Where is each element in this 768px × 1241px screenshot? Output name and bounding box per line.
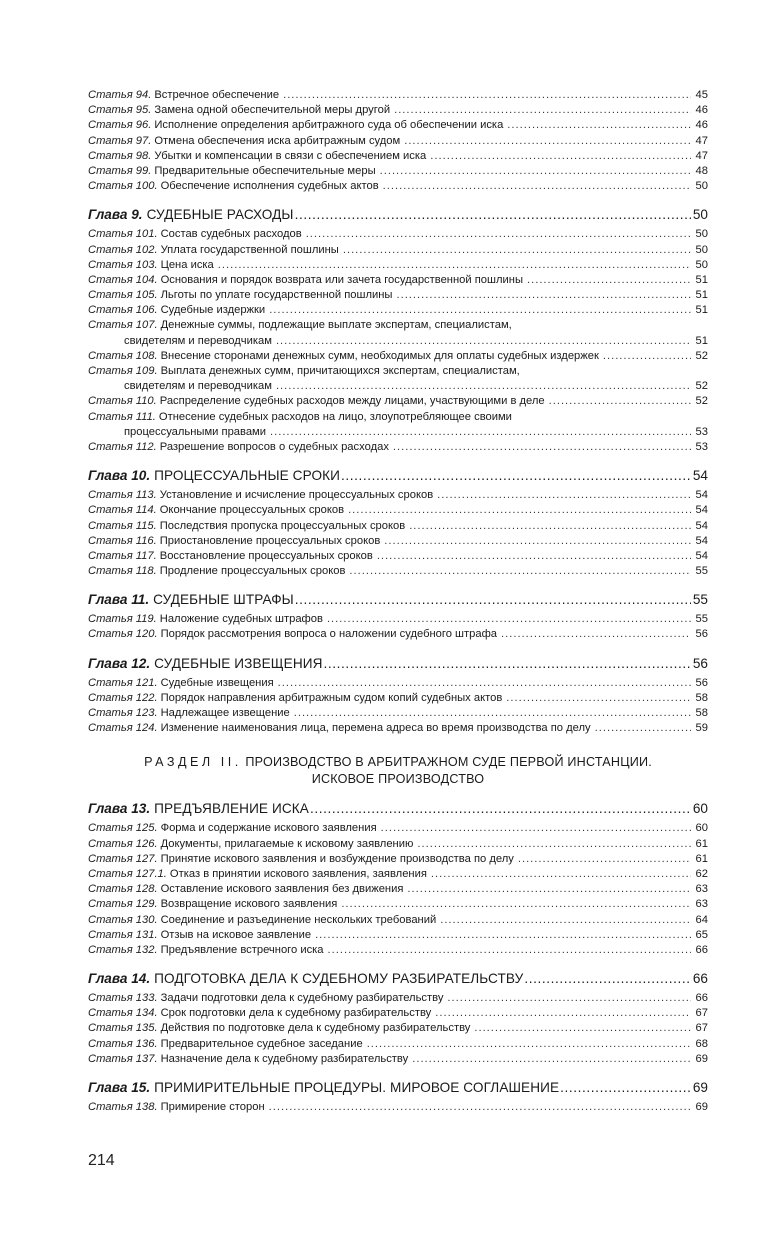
toc-article[interactable] bbox=[88, 534, 708, 549]
article-page-number: 56 bbox=[695, 628, 708, 641]
article-label: Статья 138. bbox=[88, 1101, 158, 1113]
article-page-number: 54 bbox=[695, 489, 708, 502]
article-page-number: 68 bbox=[695, 1037, 708, 1050]
page-number: 214 bbox=[88, 1152, 115, 1169]
article-label: Статья 124. bbox=[88, 722, 158, 735]
chapter-label: Глава 11. bbox=[88, 592, 150, 608]
toc-article[interactable] bbox=[88, 349, 708, 364]
article-page-number: 53 bbox=[695, 425, 708, 438]
article-title: Разрешение вопросов о судебных расходах bbox=[159, 440, 389, 453]
toc-article[interactable] bbox=[88, 364, 708, 394]
article-title: Примирение сторон bbox=[160, 1101, 265, 1113]
dot-leader bbox=[310, 800, 691, 818]
toc-article[interactable] bbox=[88, 88, 708, 103]
article-title: Предварительные обеспечительные меры bbox=[154, 164, 376, 177]
dot-leader bbox=[396, 288, 691, 303]
toc-chapter[interactable] bbox=[88, 467, 708, 485]
article-page-number: 63 bbox=[695, 883, 708, 896]
article-title: Выплата денежных сумм, причитающихся экспертам, специалистам, bbox=[160, 365, 520, 377]
toc-article[interactable] bbox=[88, 897, 708, 912]
article-first-line bbox=[88, 318, 708, 333]
article-title: Установление и исчисление процессуальных сроков bbox=[159, 489, 434, 502]
article-page-number: 65 bbox=[695, 928, 708, 941]
dot-leader bbox=[367, 1037, 691, 1052]
dot-leader bbox=[270, 425, 691, 440]
article-title: Порядок направления арбитражным судом копий судебных актов bbox=[160, 691, 503, 704]
article-page-number: 64 bbox=[695, 913, 708, 926]
toc-article[interactable] bbox=[88, 676, 708, 691]
dot-leader bbox=[348, 503, 691, 518]
article-label: Статья 103. bbox=[88, 258, 158, 271]
dot-leader bbox=[437, 488, 691, 503]
article-page-number: 66 bbox=[695, 943, 708, 956]
toc-article[interactable] bbox=[88, 721, 708, 736]
dot-leader bbox=[501, 627, 691, 642]
article-page-number: 52 bbox=[695, 395, 708, 408]
article-page-number: 54 bbox=[695, 519, 708, 532]
article-continuation-line bbox=[88, 425, 708, 440]
toc-article[interactable] bbox=[88, 273, 708, 288]
article-title: Судебные издержки bbox=[160, 304, 266, 317]
article-page-number: 55 bbox=[695, 565, 708, 578]
toc-article[interactable] bbox=[88, 821, 708, 836]
article-page-number: 50 bbox=[695, 243, 708, 256]
article-page-number: 54 bbox=[695, 504, 708, 517]
dot-leader bbox=[412, 1052, 691, 1067]
toc-article[interactable] bbox=[88, 928, 708, 943]
chapter-title: ПРИМИРИТЕЛЬНЫЕ ПРОЦЕДУРЫ. МИРОВОЕ СОГЛАШЕНИЕ bbox=[154, 1080, 560, 1095]
dot-leader bbox=[294, 706, 691, 721]
toc-article[interactable] bbox=[88, 149, 708, 164]
article-page-number: 69 bbox=[695, 1101, 708, 1113]
dot-leader bbox=[506, 691, 691, 706]
article-label: Статья 132. bbox=[88, 943, 158, 956]
article-title-continuation: свидетелям и переводчикам bbox=[124, 380, 272, 393]
chapter-label: Глава 12. bbox=[88, 655, 151, 671]
dot-leader bbox=[431, 867, 691, 882]
article-label: Статья 97. bbox=[88, 134, 152, 147]
dot-leader bbox=[380, 164, 691, 179]
article-page-number: 62 bbox=[695, 867, 708, 880]
article-title: Принятие искового заявления и возбуждение производства по делу bbox=[160, 852, 514, 865]
dot-leader bbox=[276, 334, 691, 349]
dot-leader bbox=[430, 149, 691, 164]
article-title: Обеспечение исполнения судебных актов bbox=[160, 180, 379, 193]
toc-article[interactable] bbox=[88, 943, 708, 958]
dot-leader bbox=[327, 612, 691, 627]
article-title-continuation: свидетелям и переводчикам bbox=[124, 334, 272, 347]
dot-leader bbox=[276, 379, 691, 394]
article-title: Окончание процессуальных сроков bbox=[159, 504, 345, 517]
dot-leader bbox=[283, 88, 691, 103]
article-page-number: 51 bbox=[695, 304, 708, 317]
article-page-number: 67 bbox=[695, 1007, 708, 1020]
article-page-number: 48 bbox=[695, 164, 708, 177]
article-label: Статья 110. bbox=[88, 395, 157, 408]
article-title: Распределение судебных расходов между лицами, участвующими в деле bbox=[159, 395, 545, 408]
chapter-label: Глава 13. bbox=[88, 801, 151, 817]
toc-article[interactable] bbox=[88, 134, 708, 149]
dot-leader bbox=[440, 913, 691, 928]
dot-leader bbox=[218, 258, 691, 273]
dot-leader bbox=[560, 1079, 691, 1097]
article-label: Статья 102. bbox=[88, 243, 158, 256]
article-label: Статья 116. bbox=[88, 534, 157, 547]
article-label: Статья 118. bbox=[88, 565, 157, 578]
article-label: Статья 96. bbox=[88, 119, 152, 132]
article-title: Приостановление процессуальных сроков bbox=[159, 534, 381, 547]
toc-chapter[interactable] bbox=[88, 800, 708, 818]
article-page-number: 46 bbox=[695, 104, 708, 117]
chapter-label: Глава 9. bbox=[88, 207, 143, 223]
dot-leader bbox=[474, 1021, 691, 1036]
article-page-number: 63 bbox=[695, 898, 708, 911]
chapter-page-number: 50 bbox=[692, 207, 708, 223]
toc-article[interactable] bbox=[88, 164, 708, 179]
article-title: Изменение наименования лица, перемена адреса во время производства по делу bbox=[160, 722, 591, 735]
dot-leader bbox=[435, 1006, 691, 1021]
article-title: Денежные суммы, подлежащие выплате экспертам, специалистам, bbox=[160, 319, 512, 332]
dot-leader bbox=[409, 519, 691, 534]
toc-article[interactable] bbox=[88, 103, 708, 118]
article-label: Статья 108. bbox=[88, 349, 158, 362]
article-first-line bbox=[88, 410, 708, 425]
article-title: Встречное обеспечение bbox=[154, 89, 280, 101]
article-label: Статья 130. bbox=[88, 913, 158, 926]
dot-leader bbox=[324, 655, 691, 673]
article-title: Действия по подготовке дела к судебному разбирательству bbox=[160, 1022, 471, 1035]
article-label: Статья 107. bbox=[88, 319, 158, 332]
toc-article[interactable] bbox=[88, 867, 708, 882]
dot-leader bbox=[269, 1100, 691, 1115]
article-label: Статья 101. bbox=[88, 228, 158, 241]
chapter-label: Глава 10. bbox=[88, 468, 151, 484]
article-page-number: 47 bbox=[695, 149, 708, 162]
article-page-number: 61 bbox=[695, 837, 708, 850]
article-label: Статья 95. bbox=[88, 104, 152, 117]
article-page-number: 58 bbox=[695, 691, 708, 704]
article-page-number: 51 bbox=[695, 334, 708, 347]
article-label: Статья 125. bbox=[88, 822, 158, 835]
dot-leader bbox=[527, 273, 691, 288]
toc-article[interactable] bbox=[88, 564, 708, 579]
article-label: Статья 127.1. bbox=[88, 867, 167, 880]
article-title: Состав судебных расходов bbox=[160, 228, 302, 241]
dot-leader bbox=[407, 882, 691, 897]
article-title: Отмена обеспечения иска арбитражным судом bbox=[154, 134, 401, 147]
article-title: Льготы по уплате государственной пошлины bbox=[160, 289, 393, 302]
article-label: Статья 99. bbox=[88, 164, 152, 177]
article-title: Продление процессуальных сроков bbox=[159, 565, 346, 578]
dot-leader bbox=[394, 103, 691, 118]
article-label: Статья 134. bbox=[88, 1007, 158, 1020]
toc-article[interactable] bbox=[88, 288, 708, 303]
article-label: Статья 128. bbox=[88, 883, 158, 896]
dot-leader bbox=[447, 991, 691, 1006]
article-title: Судебные извещения bbox=[160, 676, 274, 689]
article-continuation-line bbox=[88, 379, 708, 394]
section-heading bbox=[88, 754, 708, 788]
dot-leader bbox=[549, 394, 691, 409]
article-page-number: 60 bbox=[695, 822, 708, 835]
article-title: Документы, прилагаемые к исковому заявлению bbox=[160, 837, 414, 850]
article-page-number: 51 bbox=[695, 289, 708, 302]
article-label: Статья 119. bbox=[88, 613, 157, 626]
chapter-title: ПРОЦЕССУАЛЬНЫЕ СРОКИ bbox=[154, 468, 341, 484]
chapter-title: СУДЕБНЫЕ ШТРАФЫ bbox=[153, 592, 294, 608]
article-label: Статья 104. bbox=[88, 273, 158, 286]
chapter-title: СУДЕБНЫЕ РАСХОДЫ bbox=[146, 207, 294, 223]
toc-article[interactable] bbox=[88, 1037, 708, 1052]
toc-chapter[interactable] bbox=[88, 970, 708, 988]
dot-leader bbox=[295, 591, 691, 609]
toc-article[interactable] bbox=[88, 1021, 708, 1036]
toc-article[interactable] bbox=[88, 394, 708, 409]
article-label: Статья 135. bbox=[88, 1022, 158, 1035]
article-label: Статья 113. bbox=[88, 489, 157, 502]
article-title: Оставление искового заявления без движения bbox=[160, 883, 404, 896]
dot-leader bbox=[507, 118, 691, 133]
dot-leader bbox=[384, 534, 691, 549]
article-continuation-line bbox=[88, 334, 708, 349]
toc-article[interactable] bbox=[88, 1052, 708, 1067]
toc-article[interactable] bbox=[88, 243, 708, 258]
toc-article[interactable] bbox=[88, 837, 708, 852]
dot-leader bbox=[278, 676, 691, 691]
article-title: Основания и порядок возврата или зачета государственной пошлины bbox=[160, 273, 523, 286]
article-page-number: 55 bbox=[695, 613, 708, 626]
article-label: Статья 112. bbox=[88, 440, 157, 453]
toc-chapter[interactable] bbox=[88, 206, 708, 224]
article-title: Срок подготовки дела к судебному разбирательству bbox=[160, 1007, 432, 1020]
article-label: Статья 94. bbox=[88, 89, 152, 101]
article-page-number: 50 bbox=[695, 228, 708, 241]
chapter-page-number: 60 bbox=[692, 801, 708, 817]
article-label: Статья 123. bbox=[88, 707, 158, 719]
article-title: Задачи подготовки дела к судебному разбирательству bbox=[160, 992, 444, 1005]
dot-leader bbox=[269, 303, 691, 318]
chapter-page-number: 66 bbox=[692, 971, 708, 987]
toc-article[interactable] bbox=[88, 318, 708, 348]
toc-article[interactable] bbox=[88, 503, 708, 518]
section-label: РАЗДЕЛ II. bbox=[144, 755, 242, 770]
article-title: Внесение сторонами денежных сумм, необходимых для оплаты судебных издержек bbox=[160, 349, 599, 362]
dot-leader bbox=[381, 821, 691, 836]
toc-article[interactable] bbox=[88, 118, 708, 133]
article-label: Статья 98. bbox=[88, 149, 152, 162]
chapter-page-number: 55 bbox=[692, 592, 708, 608]
article-title: Цена иска bbox=[160, 258, 214, 271]
article-page-number: 52 bbox=[695, 349, 708, 362]
chapter-title: СУДЕБНЫЕ ИЗВЕЩЕНИЯ bbox=[154, 655, 323, 671]
article-page-number: 56 bbox=[695, 676, 708, 689]
article-title: Уплата государственной пошлины bbox=[160, 243, 339, 256]
dot-leader bbox=[404, 134, 691, 149]
toc-article[interactable] bbox=[88, 258, 708, 273]
toc-article[interactable] bbox=[88, 691, 708, 706]
article-page-number: 46 bbox=[695, 119, 708, 132]
article-label: Статья 120. bbox=[88, 628, 158, 641]
dot-leader bbox=[306, 227, 691, 242]
article-title: Отказ в принятии искового заявления, заявления bbox=[169, 867, 427, 880]
article-label: Статья 131. bbox=[88, 928, 158, 941]
toc-article[interactable] bbox=[88, 410, 708, 440]
dot-leader bbox=[595, 721, 691, 736]
article-title: Соединение и разъединение нескольких требований bbox=[160, 913, 437, 926]
dot-leader bbox=[315, 928, 691, 943]
article-title: Возвращение искового заявления bbox=[160, 898, 338, 911]
chapter-page-number: 54 bbox=[692, 468, 708, 484]
article-title: Предварительное судебное заседание bbox=[160, 1037, 363, 1050]
dot-leader bbox=[341, 467, 691, 485]
article-label: Статья 122. bbox=[88, 691, 158, 704]
article-label: Статья 111. bbox=[88, 410, 156, 423]
article-label: Статья 105. bbox=[88, 289, 158, 302]
toc-article[interactable] bbox=[88, 179, 708, 194]
toc-article[interactable] bbox=[88, 627, 708, 642]
toc-article[interactable] bbox=[88, 440, 708, 455]
article-page-number: 54 bbox=[695, 549, 708, 562]
toc-chapter[interactable] bbox=[88, 655, 708, 673]
article-page-number: 50 bbox=[695, 180, 708, 193]
dot-leader bbox=[349, 564, 691, 579]
article-title: Отзыв на исковое заявление bbox=[160, 928, 312, 941]
article-label: Статья 106. bbox=[88, 304, 158, 317]
toc-article[interactable] bbox=[88, 852, 708, 867]
dot-leader bbox=[377, 549, 691, 564]
article-label: Статья 127. bbox=[88, 852, 158, 865]
article-title: Восстановление процессуальных сроков bbox=[159, 549, 373, 562]
article-first-line bbox=[88, 364, 708, 379]
article-label: Статья 137. bbox=[88, 1052, 158, 1065]
article-title: Исполнение определения арбитражного суда об обеспечении иска bbox=[154, 119, 504, 132]
article-title: Последствия пропуска процессуальных сроков bbox=[159, 519, 406, 532]
article-page-number: 51 bbox=[695, 273, 708, 286]
article-title: Отнесение судебных расходов на лицо, злоупотребляющее своими bbox=[158, 410, 512, 423]
article-page-number: 61 bbox=[695, 852, 708, 865]
article-title: Порядок рассмотрения вопроса о наложении судебного штрафа bbox=[160, 628, 498, 641]
article-page-number: 53 bbox=[695, 440, 708, 453]
article-page-number: 69 bbox=[695, 1052, 708, 1065]
dot-leader bbox=[393, 440, 691, 455]
article-title: Предъявление встречного иска bbox=[160, 943, 324, 956]
article-page-number: 52 bbox=[695, 380, 708, 393]
dot-leader bbox=[603, 349, 691, 364]
article-title: Форма и содержание искового заявления bbox=[160, 822, 377, 835]
toc-article[interactable] bbox=[88, 519, 708, 534]
dot-leader bbox=[295, 206, 691, 224]
article-label: Статья 129. bbox=[88, 898, 158, 911]
article-label: Статья 121. bbox=[88, 676, 158, 689]
article-page-number: 47 bbox=[695, 134, 708, 147]
dot-leader bbox=[341, 897, 691, 912]
chapter-title: ПОДГОТОВКА ДЕЛА К СУДЕБНОМУ РАЗБИРАТЕЛЬСТВУ bbox=[154, 971, 524, 987]
toc-article[interactable] bbox=[88, 612, 708, 627]
article-label: Статья 136. bbox=[88, 1037, 158, 1050]
article-label: Статья 117. bbox=[88, 549, 157, 562]
chapter-title: ПРЕДЪЯВЛЕНИЕ ИСКА bbox=[154, 801, 309, 817]
section-title: ПРОИЗВОДСТВО В АРБИТРАЖНОМ СУДЕ ПЕРВОЙ ИНСТАНЦИИ. bbox=[245, 755, 652, 770]
toc-article[interactable] bbox=[88, 549, 708, 564]
article-page-number: 54 bbox=[695, 534, 708, 547]
dot-leader bbox=[524, 970, 691, 988]
article-label: Статья 133. bbox=[88, 992, 158, 1005]
toc-article[interactable] bbox=[88, 882, 708, 897]
toc-chapter[interactable] bbox=[88, 591, 708, 609]
chapter-label: Глава 14. bbox=[88, 971, 151, 987]
toc-article[interactable] bbox=[88, 488, 708, 503]
toc-article[interactable] bbox=[88, 913, 708, 928]
dot-leader bbox=[417, 837, 691, 852]
toc-article[interactable] bbox=[88, 706, 708, 721]
article-title: Убытки и компенсации в связи с обеспечением иска bbox=[154, 149, 427, 162]
article-title: Назначение дела к судебному разбирательству bbox=[160, 1052, 409, 1065]
article-label: Статья 126. bbox=[88, 837, 158, 850]
toc-article[interactable] bbox=[88, 303, 708, 318]
article-page-number: 50 bbox=[695, 258, 708, 271]
dot-leader bbox=[328, 943, 691, 958]
article-title: Наложение судебных штрафов bbox=[159, 613, 323, 626]
chapter-label: Глава 15. bbox=[88, 1080, 151, 1095]
article-label: Статья 109. bbox=[88, 365, 158, 377]
article-page-number: 58 bbox=[695, 707, 708, 719]
toc-article[interactable] bbox=[88, 1100, 708, 1115]
article-page-number: 45 bbox=[695, 89, 708, 101]
article-page-number: 66 bbox=[695, 992, 708, 1005]
dot-leader bbox=[343, 243, 691, 258]
dot-leader bbox=[383, 179, 691, 194]
toc-article[interactable] bbox=[88, 1006, 708, 1021]
chapter-page-number: 69 bbox=[692, 1080, 708, 1095]
section-heading-line-1 bbox=[88, 754, 708, 771]
article-title: Замена одной обеспечительной меры другой bbox=[154, 104, 391, 117]
article-page-number: 59 bbox=[695, 722, 708, 735]
article-title-continuation: процессуальными правами bbox=[124, 425, 266, 438]
toc-article[interactable] bbox=[88, 227, 708, 242]
article-label: Статья 100. bbox=[88, 180, 158, 193]
toc-chapter[interactable] bbox=[88, 1079, 708, 1097]
article-label: Статья 114. bbox=[88, 504, 157, 517]
article-page-number: 67 bbox=[695, 1022, 708, 1035]
article-title: Надлежащее извещение bbox=[160, 707, 290, 719]
section-heading-line-2: ИСКОВОЕ ПРОИЗВОДСТВО bbox=[311, 772, 485, 787]
toc-article[interactable] bbox=[88, 991, 708, 1006]
article-label: Статья 115. bbox=[88, 519, 157, 532]
table-of-contents bbox=[88, 88, 708, 1115]
chapter-page-number: 56 bbox=[692, 655, 708, 671]
dot-leader bbox=[518, 852, 691, 867]
